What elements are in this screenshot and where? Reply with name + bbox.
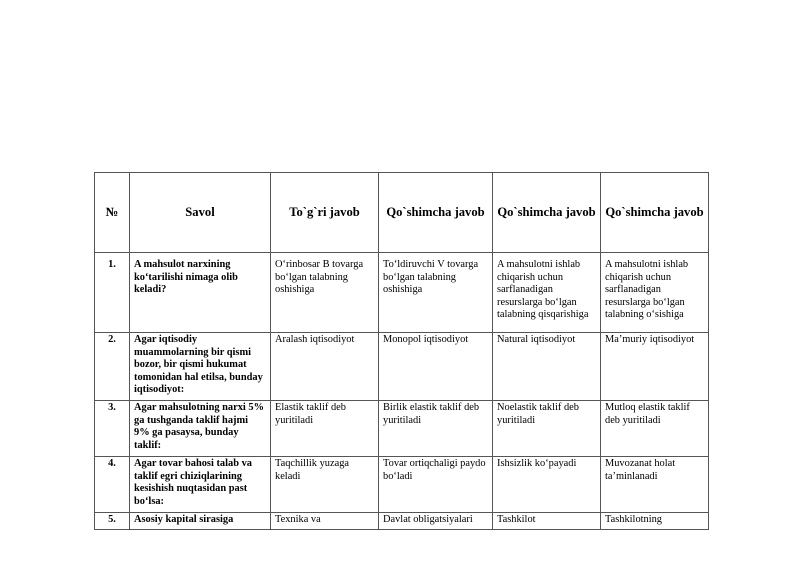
correct-answer-cell: Texnika va	[271, 513, 379, 530]
extra-answer-3-cell: A mahsulotni ishlab chiqarish uchun sarflanadigan resurslarga bo‘lgan talabning o‘sishiga	[601, 253, 709, 333]
correct-answer-cell: Taqchillik yuzaga keladi	[271, 457, 379, 513]
extra-answer-1-cell: Monopol iqtisodiyot	[379, 333, 493, 401]
extra-answer-2-cell: A mahsulotni ishlab chiqarish uchun sarflanadigan resurslarga bo‘lgan talabning qisqarishiga	[493, 253, 601, 333]
extra-answer-1-cell: Birlik elastik taklif deb yuritiladi	[379, 401, 493, 457]
correct-answer-cell: O‘rinbosar B tovarga bo‘lgan talabning oshishiga	[271, 253, 379, 333]
row-number: 3.	[95, 401, 130, 457]
extra-answer-1-cell: Davlat obligatsiyalari	[379, 513, 493, 530]
question-cell: Asosiy kapital sirasiga	[130, 513, 271, 530]
quiz-table	[94, 172, 709, 530]
header-number: №	[95, 173, 130, 253]
table-row	[95, 333, 709, 401]
extra-answer-1-cell: To‘ldiruvchi V tovarga bo‘lgan talabning oshishiga	[379, 253, 493, 333]
table-row	[95, 513, 709, 530]
table-row	[95, 401, 709, 457]
question-cell: Agar iqtisodiy muammolarning bir qismi bozor, bir qismi hukumat tomonidan hal etilsa, bunday iqtisodiyot:	[130, 333, 271, 401]
extra-answer-3-cell: Muvozanat holat ta’minlanadi	[601, 457, 709, 513]
table-row	[95, 457, 709, 513]
header-extra-answer-1: Qo`shimcha javob	[379, 173, 493, 253]
row-number: 2.	[95, 333, 130, 401]
header-correct-answer: To`g`ri javob	[271, 173, 379, 253]
correct-answer-cell: Aralash iqtisodiyot	[271, 333, 379, 401]
extra-answer-2-cell: Natural iqtisodiyot	[493, 333, 601, 401]
header-extra-answer-3: Qo`shimcha javob	[601, 173, 709, 253]
extra-answer-2-cell: Tashkilot	[493, 513, 601, 530]
extra-answer-2-cell: Noelastik taklif deb yuritiladi	[493, 401, 601, 457]
header-extra-answer-2: Qo`shimcha javob	[493, 173, 601, 253]
table-header-row	[95, 173, 709, 253]
question-cell: A mahsulot narxining ko‘tarilishi nimaga olib keladi?	[130, 253, 271, 333]
question-cell: Agar mahsulotning narxi 5% ga tushganda taklif hajmi 9% ga pasaysa, bunday taklif:	[130, 401, 271, 457]
question-cell: Agar tovar bahosi talab va taklif egri chiziqlarining kesishish nuqtasidan past bo‘lsa:	[130, 457, 271, 513]
extra-answer-3-cell: Tashkilotning	[601, 513, 709, 530]
extra-answer-3-cell: Mutloq elastik taklif deb yuritiladi	[601, 401, 709, 457]
row-number: 1.	[95, 253, 130, 333]
extra-answer-3-cell: Ma’muriy iqtisodiyot	[601, 333, 709, 401]
table-row	[95, 253, 709, 333]
row-number: 4.	[95, 457, 130, 513]
extra-answer-2-cell: Ishsizlik ko‘payadi	[493, 457, 601, 513]
extra-answer-1-cell: Tovar ortiqchaligi paydo bo‘ladi	[379, 457, 493, 513]
header-question: Savol	[130, 173, 271, 253]
correct-answer-cell: Elastik taklif deb yuritiladi	[271, 401, 379, 457]
row-number: 5.	[95, 513, 130, 530]
